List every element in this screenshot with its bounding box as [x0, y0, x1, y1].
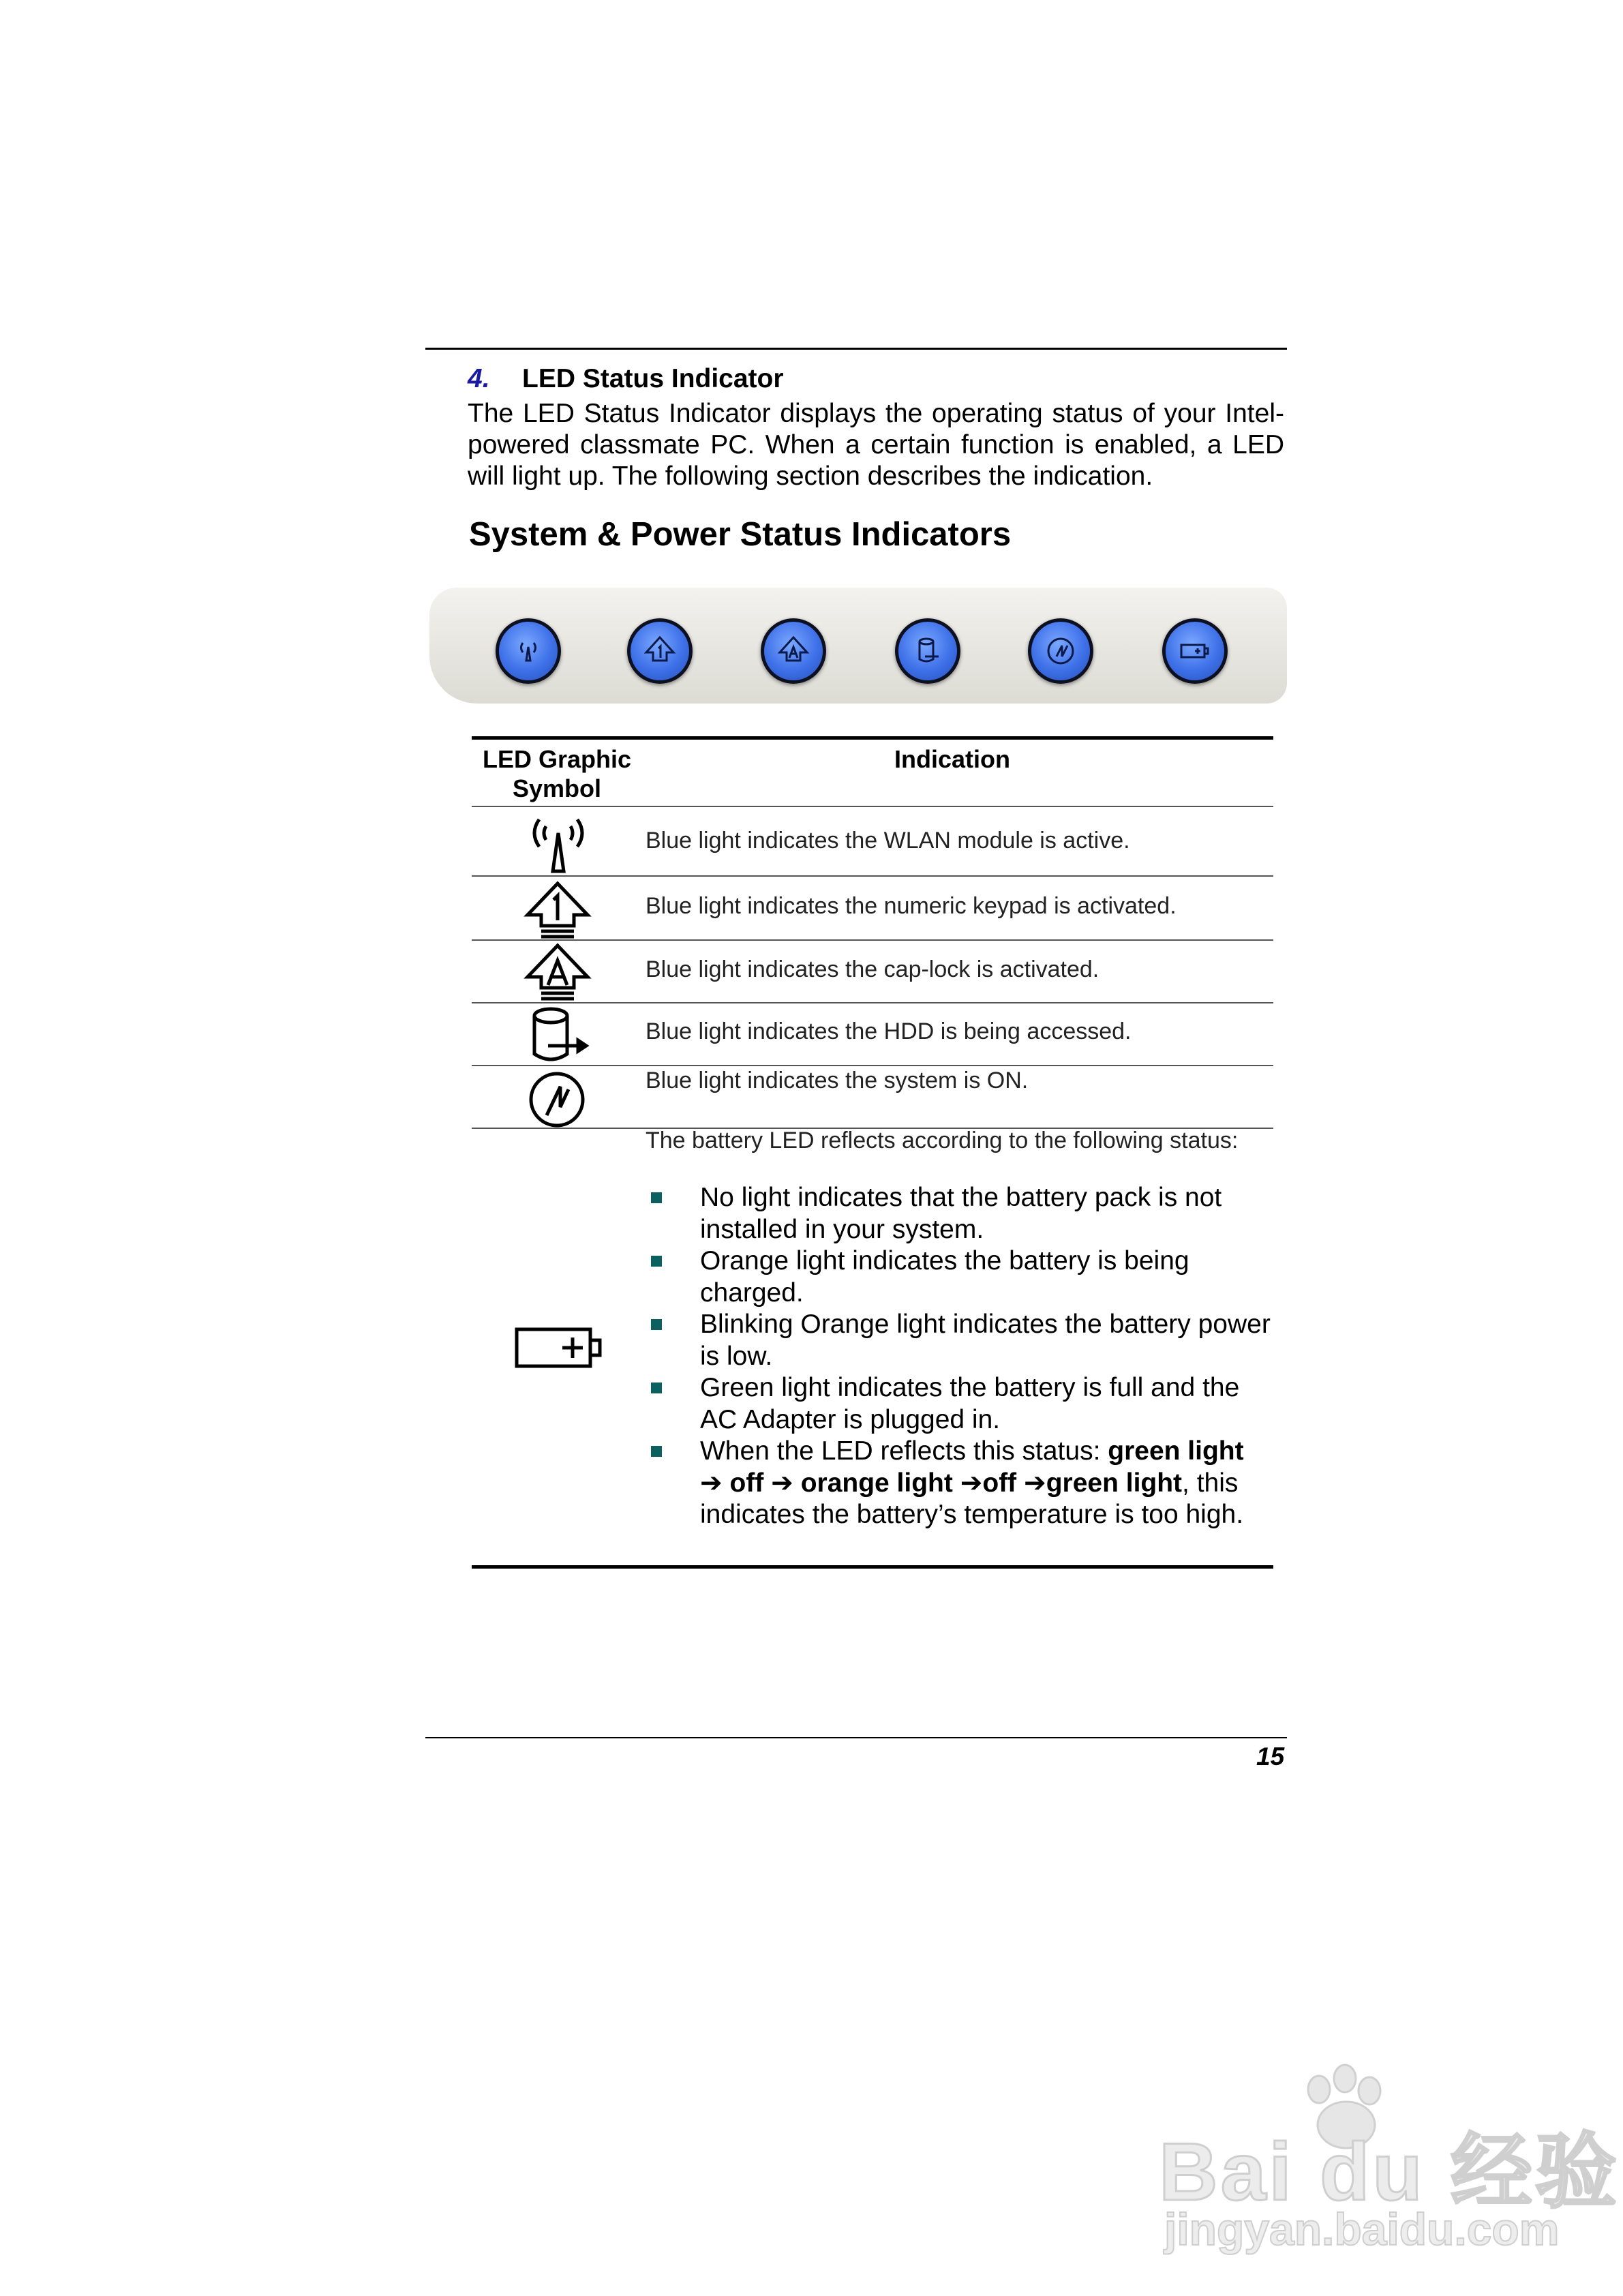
bullet-icon: [651, 1383, 662, 1393]
header-rule: [425, 348, 1287, 350]
wlan-led: [496, 618, 561, 684]
hdd-icon: [907, 631, 948, 671]
power-icon: [1040, 631, 1081, 671]
row-text-hdd: Blue light indicates the HDD is being accessed.: [646, 1018, 1132, 1044]
wlan-icon: [523, 813, 594, 874]
numlock-icon: [639, 631, 680, 671]
section-title: LED Status Indicator: [522, 364, 784, 393]
capslock-icon: [773, 631, 814, 671]
table-bottom-rule: [472, 1565, 1273, 1569]
row-text-power: Blue light indicates the system is ON.: [646, 1068, 1029, 1093]
row-divider: [472, 875, 1273, 877]
header-symbol: LED Graphic Symbol: [482, 745, 632, 802]
battery-led: [1162, 618, 1228, 684]
bullet-icon: [651, 1446, 662, 1457]
row-divider: [472, 1002, 1273, 1003]
list-item: No light indicates that the battery pack is not installed in your system.: [646, 1182, 1273, 1245]
power-icon: [526, 1069, 588, 1130]
capslock-led: [761, 618, 826, 684]
battery-icon: [514, 1324, 603, 1372]
arrow-right-icon: ➔: [700, 1468, 730, 1498]
arrow-right-icon: ➔: [952, 1468, 983, 1498]
hdd-icon: [524, 1005, 592, 1068]
wlan-icon: [508, 631, 549, 671]
numlock-icon: [524, 881, 592, 939]
section-intro: The LED Status Indicator displays the operating status of your Intel-powered classmate PC. When a certain function is enabled, a LED will light up. The following section describes the indication.: [468, 399, 1284, 491]
watermark-brand: Bai du 经验: [1159, 2126, 1620, 2218]
page-number: 15: [1256, 1742, 1285, 1770]
watermark-url: jingyan.baidu.com: [1164, 2204, 1560, 2254]
table-top-rule: [472, 736, 1273, 740]
bullet-icon: [651, 1192, 662, 1203]
arrow-right-icon: ➔: [1016, 1468, 1046, 1498]
battery-icon: [1174, 631, 1215, 671]
led-indication-table: [472, 736, 1273, 1569]
battery-intro: The battery LED reflects according to the following status:: [646, 1128, 1239, 1153]
list-item: Blinking Orange light indicates the battery power is low.: [646, 1309, 1273, 1372]
header-indication: Indication: [894, 745, 1010, 773]
battery-status-list: [646, 1182, 1273, 1531]
row-divider: [472, 1065, 1273, 1066]
row-divider: [472, 939, 1273, 941]
numlock-led: [627, 618, 693, 684]
power-led: [1028, 618, 1093, 684]
subsection-title: System & Power Status Indicators: [469, 516, 1012, 553]
row-text-numlock: Blue light indicates the numeric keypad is activated.: [646, 893, 1177, 919]
list-item: When the LED reflects this status: green light ➔ off ➔ orange light ➔off ➔green light, this indicates the battery’s temperature is too high.: [646, 1436, 1273, 1531]
row-text-wlan: Blue light indicates the WLAN module is active.: [646, 828, 1130, 854]
list-item: Green light indicates the battery is full and the AC Adapter is plugged in.: [646, 1372, 1273, 1436]
section-heading: [468, 364, 784, 394]
row-divider: [472, 806, 1273, 807]
capslock-icon: [524, 943, 592, 1001]
led-panel: [429, 588, 1287, 704]
row-text-capslock: Blue light indicates the cap-lock is activated.: [646, 956, 1099, 982]
hdd-led: [895, 618, 960, 684]
bullet-icon: [651, 1256, 662, 1267]
arrow-right-icon: ➔: [763, 1468, 801, 1498]
bullet-icon: [651, 1319, 662, 1330]
list-item: Orange light indicates the battery is being charged.: [646, 1245, 1273, 1309]
footer-rule: [425, 1737, 1287, 1738]
section-number: 4.: [468, 364, 490, 393]
